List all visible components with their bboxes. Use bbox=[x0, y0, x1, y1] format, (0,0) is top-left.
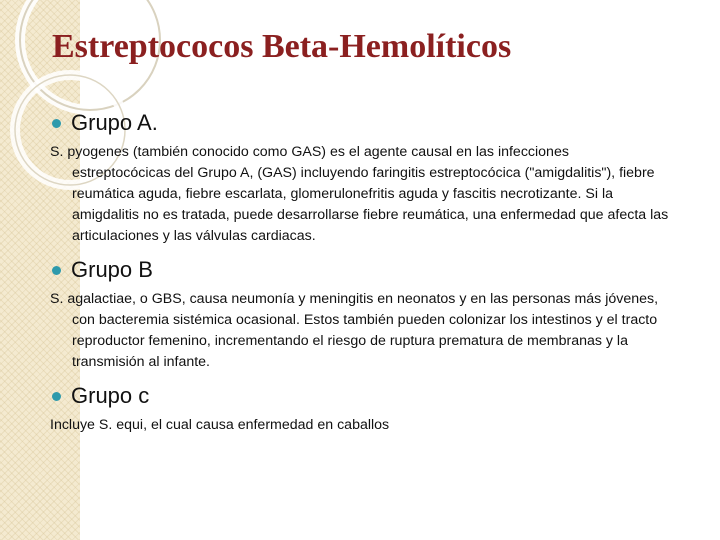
paragraph-grupo-c: Incluye S. equi, el cual causa enfermedad en caballos bbox=[50, 417, 390, 433]
paragraph-grupo-b: S. agalactiae, o GBS, causa neumonía y meningitis en neonatos y en las personas más jóvenes, con bacteremia sistémica ocasional. Estos también pueden colonizar los intestinos y el tracto reproductor femenino, incrementando el riesgo de ruptura prematura de membranas y la transmisión al infante. bbox=[50, 291, 659, 370]
bullet-dot-icon bbox=[52, 119, 61, 128]
bullet-dot-icon bbox=[52, 392, 61, 401]
bullet-dot-icon bbox=[52, 266, 61, 275]
bullet-heading: Grupo B bbox=[71, 257, 153, 282]
bullet-grupo-b bbox=[52, 257, 670, 283]
bullet-grupo-a bbox=[52, 110, 670, 136]
slide-title: Estreptococos Beta-Hemolíticos bbox=[52, 28, 512, 65]
bullet-grupo-c bbox=[52, 383, 670, 409]
slide-content bbox=[50, 110, 670, 446]
paragraph-grupo-a: S. pyogenes (también conocido como GAS) es el agente causal en las infecciones estreptocócicas del Grupo A, (GAS) incluyendo faringitis estreptocócica ("amigdalitis"), fiebre reumática aguda, fiebre escarlata, glomerulonefritis aguda y fascitis necrotizante. Si la amigdalitis no es tratada, puede desarrollarse fiebre reumática, una enfermedad que afecta las articulaciones y las válvulas cardiacas. bbox=[50, 144, 669, 244]
bullet-heading: Grupo c bbox=[71, 383, 150, 408]
bullet-heading: Grupo A. bbox=[71, 110, 158, 135]
